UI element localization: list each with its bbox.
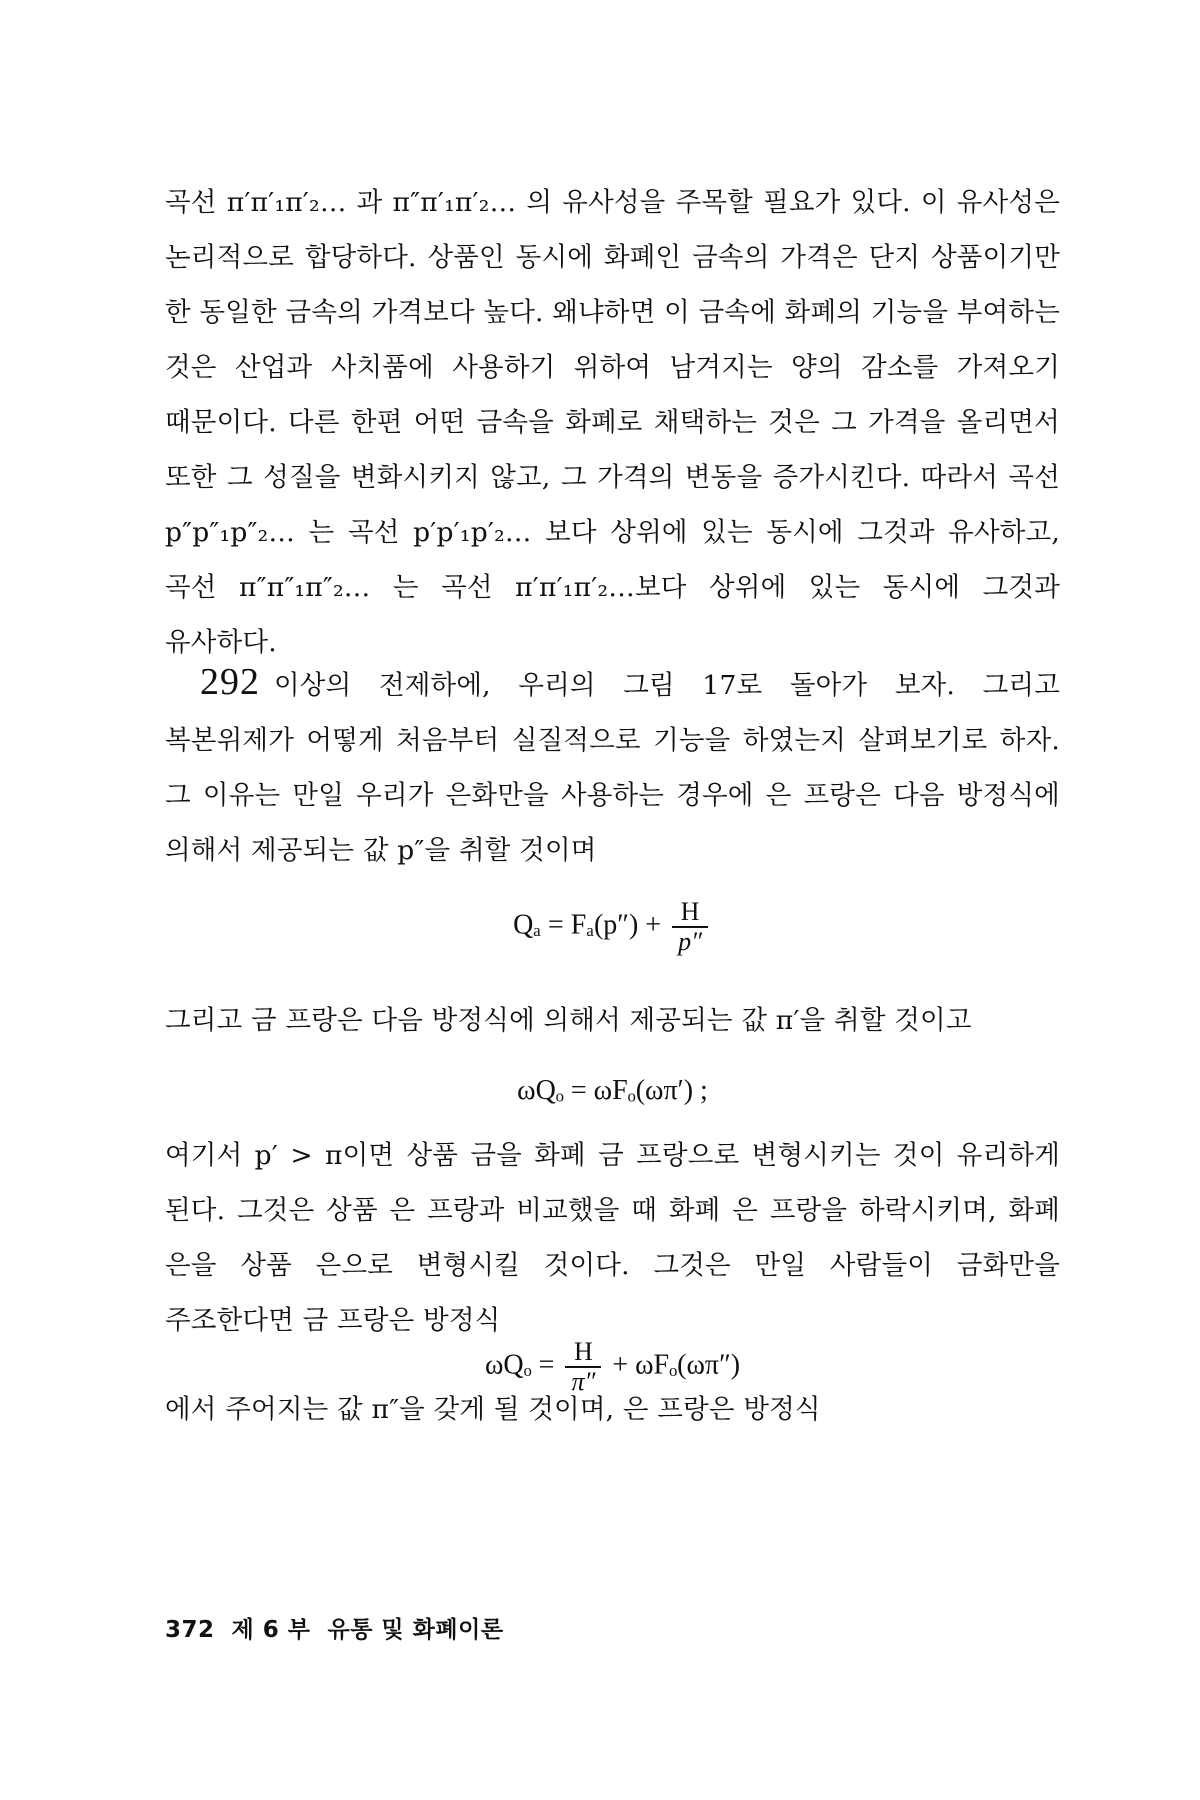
fraction-numerator: H <box>672 898 708 928</box>
page-footer: 372 제 6 부 유통 및 화폐이론 <box>165 1617 504 1643</box>
body-paragraph: 곡선 π′π′₁π′₂… 과 π″π′₁π′₂… 의 유사성을 주목할 필요가 있다. 이 유사성은 논리적으로 합당하다. 상품인 동시에 화폐인 금속의 가격은 단지 상품이기만 한 동일한 금속의 가격보다 높다. 왜냐하면 이 금속에 화폐의 기능을 부여하는 것은 산업과 사치품에 사용하기 위하여 남겨지는 양의 감소를 가져오기 때문이다. 다른 한편 어떤 금속을 화폐로 채택하는 것은 그 가격을 올리면서 또한 그 성질을 변화시키지 않고, 그 가격의 변동을 증가시킨다. 따라서 곡선 p″p″₁p″₂… 는 곡선 p′p′₁p′₂… 보다 상위에 있는 동시에 그것과 유사하고, 곡선 π″π″₁π″₂… 는 곡선 π′π′₁π′₂…보다 상위에 있는 동시에 그것과 유사하다. <box>165 187 1060 658</box>
section-paragraph-text: 이상의 전제하에, 우리의 그림 17로 돌아가 보자. 그리고 복본위제가 어떻게 처음부터 실질적으로 기능을 하였는지 살펴보기로 하자. 그 이유는 만일 우리가 은화만을 사용하는 경우에 은 프랑은 다음 방정식에 의해서 제공되는 값 p″을 취할 것이며 <box>165 670 1060 866</box>
equation-right-side: + ωFₒ(ωπ″) <box>612 1349 741 1381</box>
equation-gold-franc: ωQₒ = ωFₒ(ωπ′) ; <box>517 1075 708 1106</box>
body-paragraph: 여기서 p′ > π이면 상품 금을 화폐 금 프랑으로 변형시키는 것이 유리하게 된다. 그것은 상품 은 프랑과 비교했을 때 화폐 은 프랑을 하락시키며, 화폐 은을 상품 은으로 변형시킬 것이다. 그것은 만일 사람들이 금화만을 주조한다면 금 프랑은 방정식 <box>165 1140 1060 1336</box>
equation-silver-franc <box>165 898 1060 956</box>
section-number: 292 <box>200 661 260 703</box>
equation-left-side: ωQₒ = <box>484 1349 555 1381</box>
equation-fraction <box>672 898 708 956</box>
body-paragraph: 에서 주어지는 값 π″을 갖게 될 것이며, 은 프랑은 방정식 <box>165 1394 821 1425</box>
equation-left-side: Qₐ = Fₐ(p″) + <box>513 909 662 941</box>
fraction-numerator: H <box>565 1338 601 1368</box>
fraction-denominator: π″ <box>571 1367 596 1396</box>
section-paragraph <box>165 655 1060 878</box>
fraction-denominator: p″ <box>678 927 702 956</box>
body-paragraph: 그리고 금 프랑은 다음 방정식에 의해서 제공되는 값 π′을 취할 것이고 <box>165 1005 972 1036</box>
